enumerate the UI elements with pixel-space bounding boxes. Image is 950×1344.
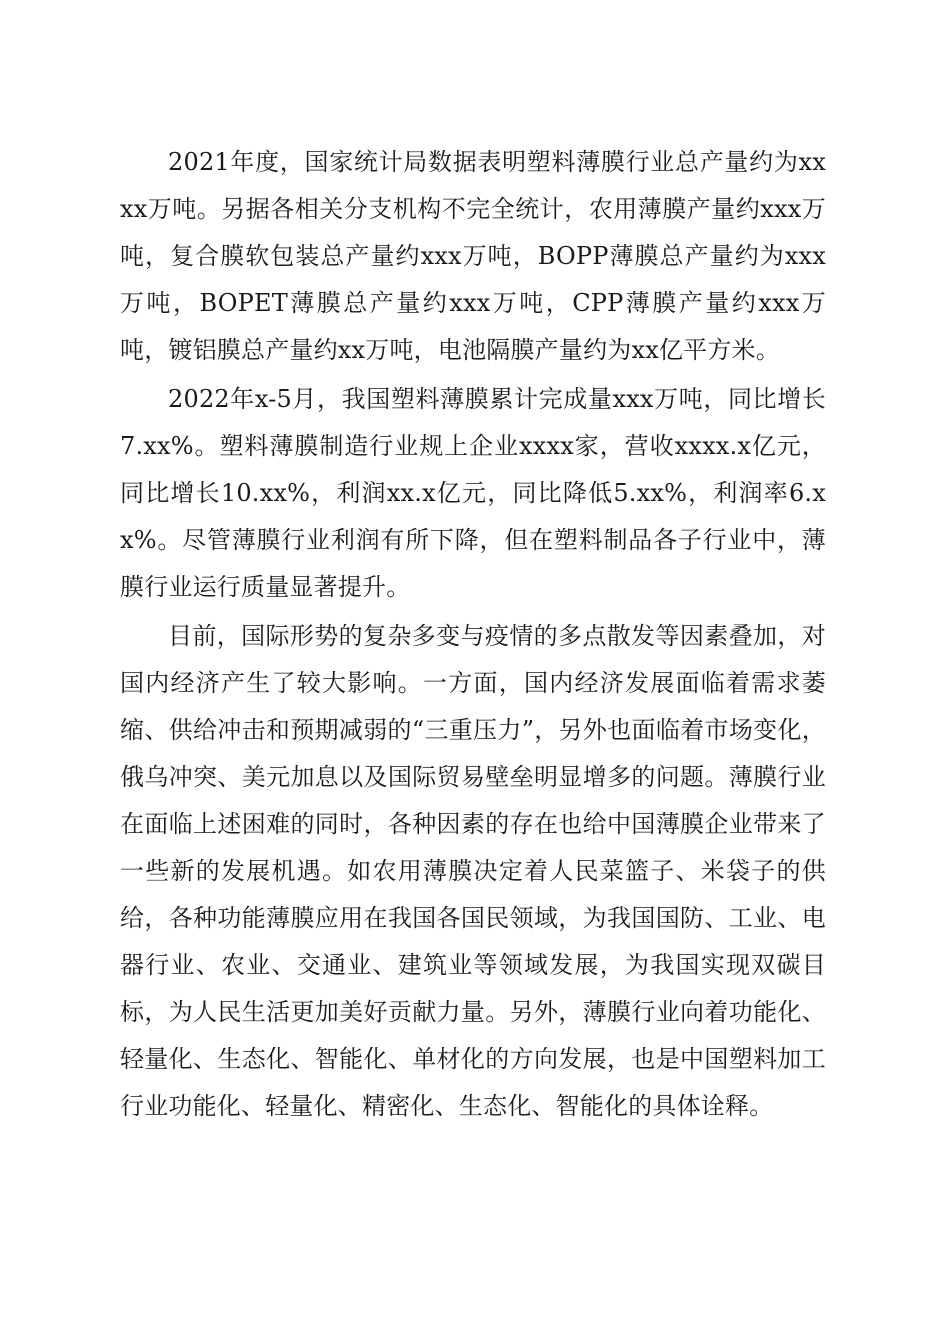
paragraph-2021-production: 2021年度，国家统计局数据表明塑料薄膜行业总产量约为xxxx万吨。另据各相关分支机构不完全统计，农用薄膜产量约xxx万吨，复合膜软包装总产量约xxx万吨，BOPP薄膜总产量约为xxx万吨，BOPET薄膜总产量约xxx万吨，CPP薄膜产量约xxx万吨，镀铝膜总产量约xx万吨，电池隔膜产量约为xx亿平方米。 bbox=[120, 148, 826, 364]
paragraph-outlook: 目前，国际形势的复杂多变与疫情的多点散发等因素叠加，对国内经济产生了较大影响。一方面，国内经济发展面临着需求萎缩、供给冲击和预期减弱的“三重压力”，另外也面临着市场变化，俄乌冲突、美元加息以及国际贸易壁垒明显增多的问题。薄膜行业在面临上述困难的同时，各种因素的存在也给中国薄膜企业带来了一些新的发展机遇。如农用薄膜决定着人民菜篮子、米袋子的供给，各种功能薄膜应用在我国各国民领域，为我国国防、工业、电器行业、农业、交通业、建筑业等领域发展，为我国实现双碳目标，为人民生活更加美好贡献力量。另外，薄膜行业向着功能化、轻量化、生态化、智能化、单材化的方向发展，也是中国塑料加工行业功能化、轻量化、精密化、生态化、智能化的具体诠释。 bbox=[120, 622, 826, 1120]
paragraph-2022-performance: 2022年x-5月，我国塑料薄膜累计完成量xxx万吨，同比增长7.xx%。塑料薄膜制造行业规上企业xxxx家，营收xxxx.x亿元，同比增长10.xx%，利润xx.x亿元，同比降低5.xx%，利润率6.xx%。尽管薄膜行业利润有所下降，但在塑料制品各子行业中，薄膜行业运行质量显著提升。 bbox=[120, 385, 826, 601]
document-body bbox=[120, 139, 826, 1132]
